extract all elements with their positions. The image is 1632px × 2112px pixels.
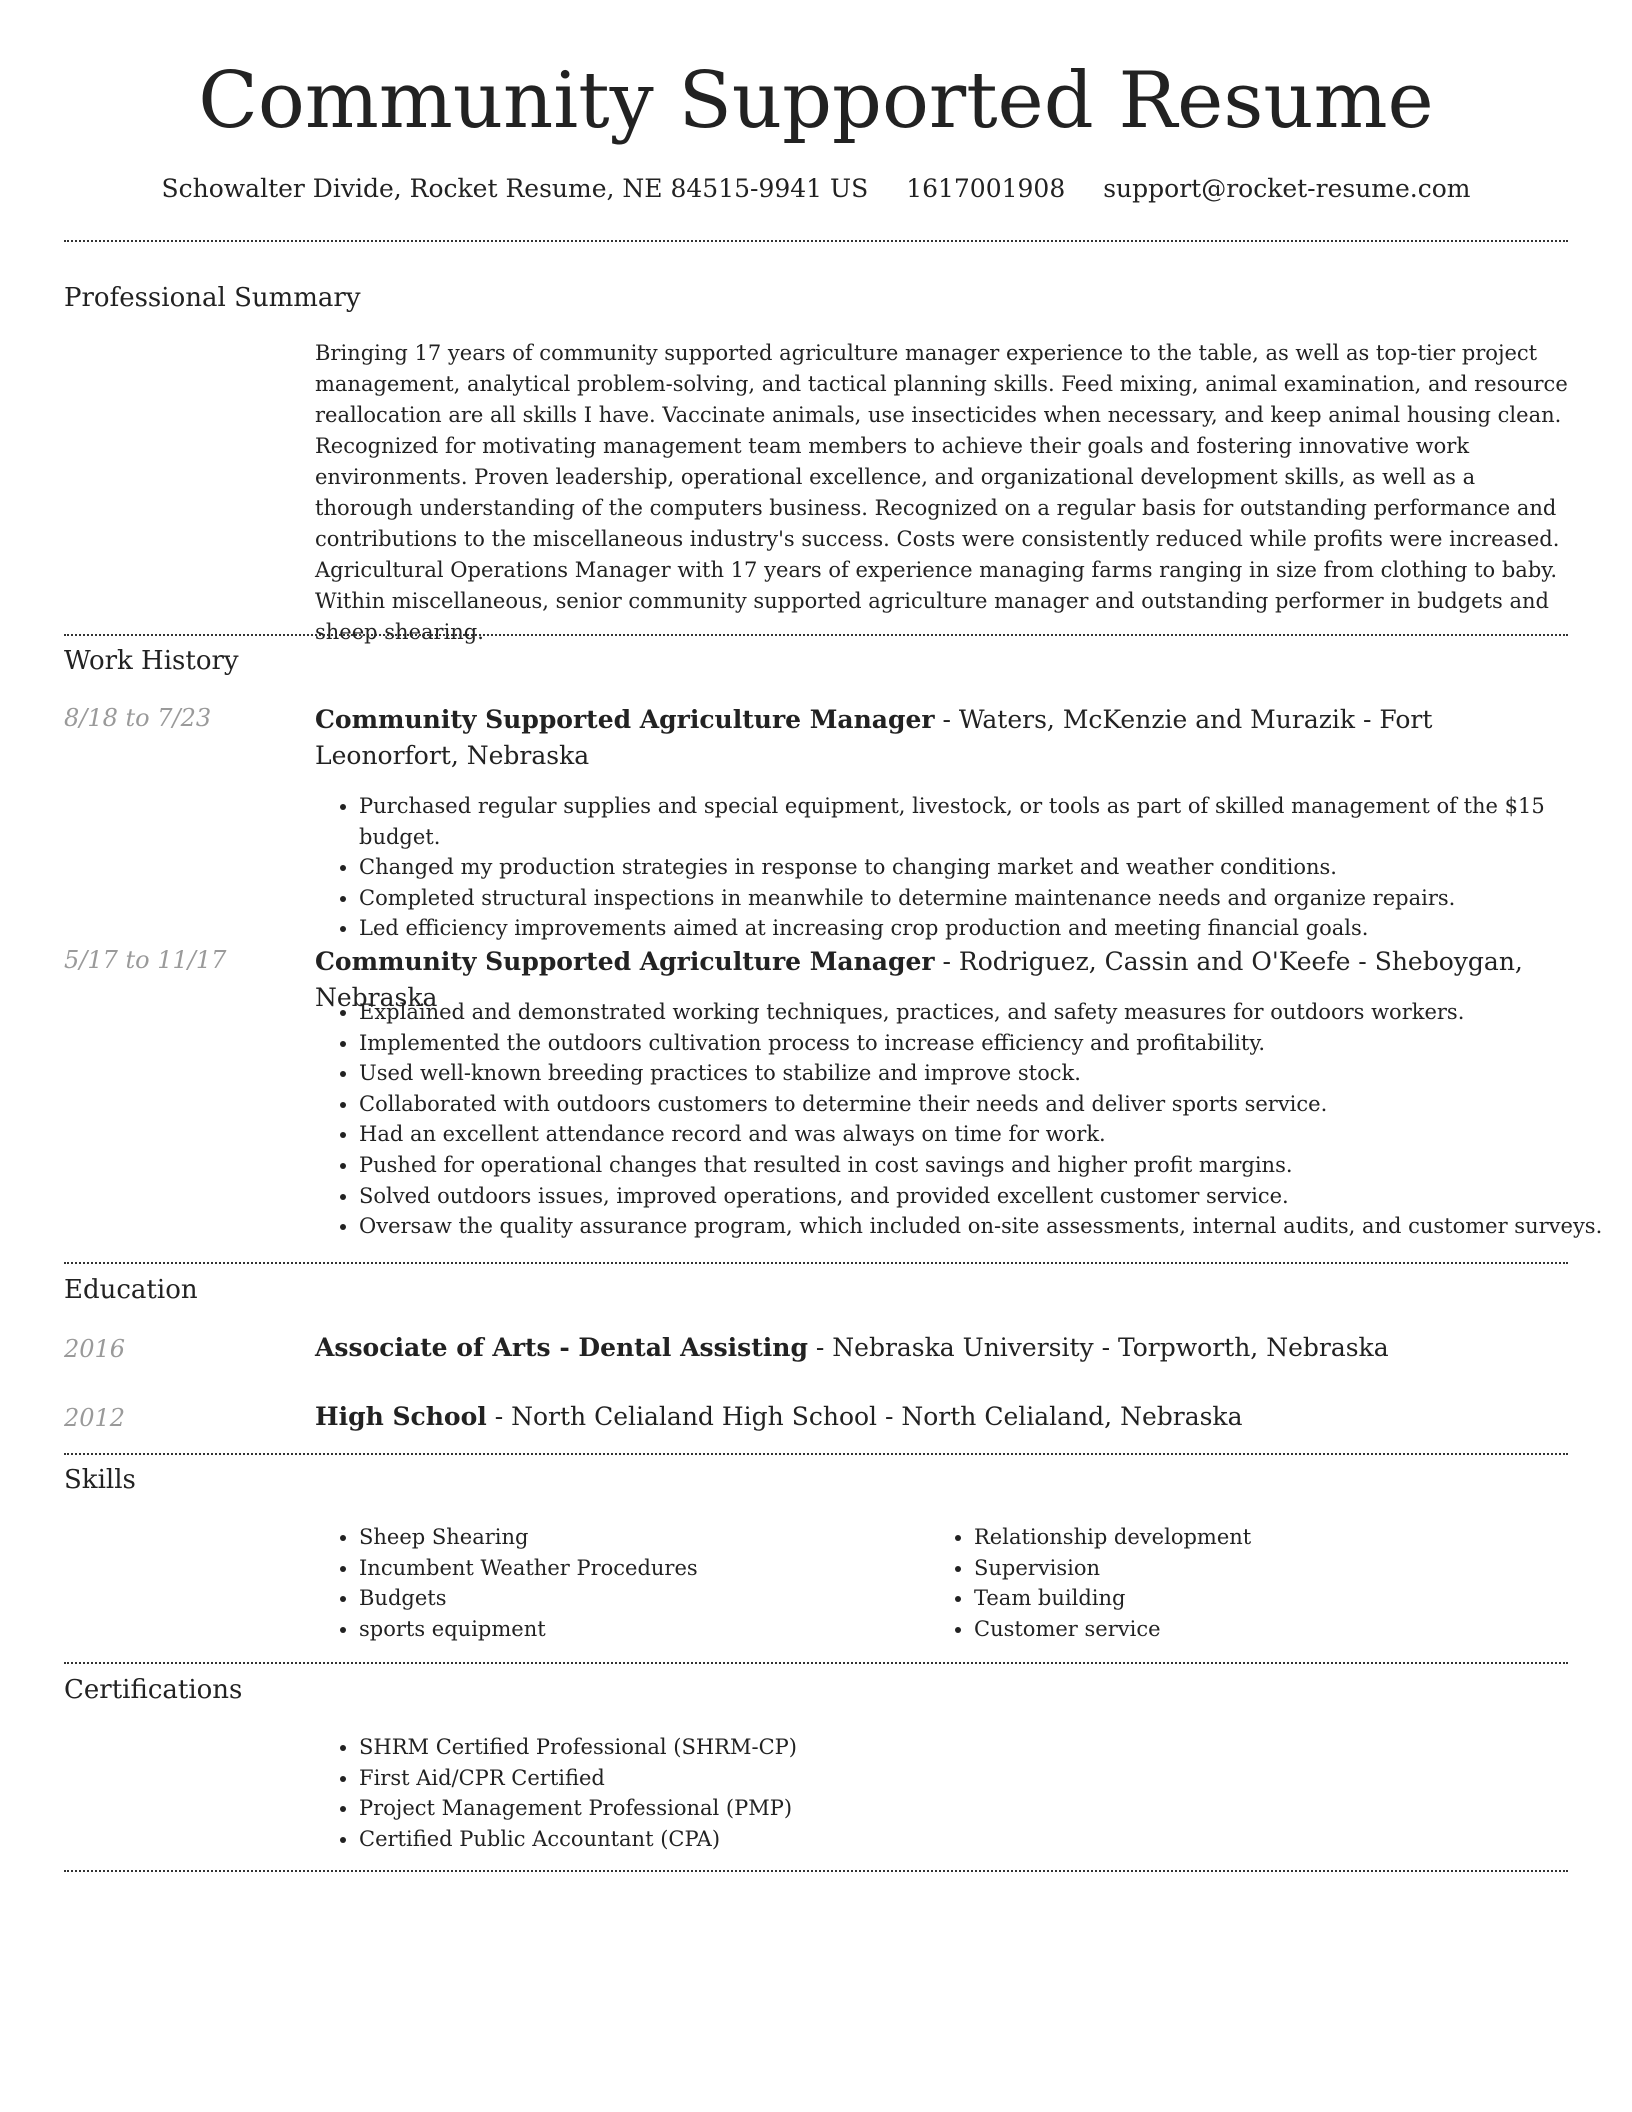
job-dates: 8/18 to 7/23 [64,704,212,732]
section-divider [64,1662,1568,1664]
section-divider [64,1870,1568,1872]
job-bullet: • Used well-known breeding practices to stabilize and improve stock. [359,1058,1614,1089]
job-bullet: • Pushed for operational changes that resulted in cost savings and higher profit margins. [359,1150,1614,1181]
education-degree: High School [315,1402,487,1431]
job-bullet: • Implemented the outdoors cultivation process to increase efficiency and profitability. [359,1028,1614,1059]
education-entry [315,1402,1570,1431]
skill-item: • Sheep Shearing [359,1522,919,1553]
resume-name: Community Supported Resume [198,56,1434,146]
section-divider [64,1262,1568,1264]
contact-address: Schowalter Divide, Rocket Resume, NE 84515-9941 US [161,174,869,203]
work-history-heading: Work History [64,646,239,676]
job-bullet: • Solved outdoors issues, improved operations, and provided excellent customer service. [359,1181,1614,1212]
job-dates: 5/17 to 11/17 [64,946,227,974]
skill-item: • Incumbent Weather Procedures [359,1553,919,1584]
section-divider [64,1453,1568,1455]
education-school: - Nebraska University - Torpworth, Nebraska [807,1333,1389,1362]
job-employer: - Waters, McKenzie and Murazik - Fort Leonorfort, Nebraska [315,705,1433,770]
certification-item: • Project Management Professional (PMP) [359,1793,1614,1824]
certification-item: • First Aid/CPR Certified [359,1763,1614,1794]
job-title [315,702,1570,774]
job-bullet: • Collaborated with outdoors customers to determine their needs and deliver sports service. [359,1089,1614,1120]
section-divider [64,634,1568,636]
skill-item: • Customer service [974,1614,1534,1645]
job-employer: - Rodriguez, Cassin and O'Keefe - Sheboygan, Nebraska [315,947,1523,1012]
contact-email: support@rocket-resume.com [1103,174,1471,203]
skill-item: • Relationship development [974,1522,1534,1553]
education-degree: Associate of Arts - Dental Assisting [315,1333,808,1362]
education-school: - North Celialand High School - North Celialand, Nebraska [486,1402,1243,1431]
certification-item: • Certified Public Accountant (CPA) [359,1824,1614,1855]
job-bullet: • Led efficiency improvements aimed at increasing crop production and meeting financial goals. [359,913,1614,944]
skill-item: • Budgets [359,1583,919,1614]
job-bullet: • Completed structural inspections in meanwhile to determine maintenance needs and organize repairs. [359,883,1614,914]
summary-text: Bringing 17 years of community supported agriculture manager experience to the table, as well as top-tier project management, analytical problem-solving, and tactical planning skills. Feed mixing, animal examination, and resource reallocation are all skills I have. Vaccinate animals, use insecticides when necessary, and keep animal housing clean. Recognized for motivating management team members to achieve their goals and fostering innovative work environments. Proven leadership, operational excellence, and organizational development skills, as well as a thorough understanding of the computers business. Recognized on a regular basis for outstanding performance and contributions to the miscellaneous industry's success. Costs were consistently reduced while profits were increased. Agricultural Operations Manager with 17 years of experience managing farms ranging in size from clothing to baby. Within miscellaneous, senior community supported agriculture manager and outstanding performer in budgets and sheep shearing. [315,341,1568,644]
certifications-heading: Certifications [64,1675,243,1705]
job-bullet: • Had an excellent attendance record and was always on time for work. [359,1119,1614,1150]
education-year: 2012 [64,1404,126,1432]
education-entry [315,1333,1570,1362]
job-bullet: • Oversaw the quality assurance program, which included on-site assessments, internal audits, and customer surveys. [359,1211,1614,1242]
skill-item: • sports equipment [359,1614,919,1645]
skills-list [930,1522,1534,1644]
job-role: Community Supported Agriculture Manager [315,947,935,976]
skill-item: • Team building [974,1583,1534,1614]
education-heading: Education [64,1275,198,1305]
job-role: Community Supported Agriculture Manager [315,705,935,734]
skill-item: • Supervision [974,1553,1534,1584]
summary-heading: Professional Summary [64,283,361,313]
certification-item: • SHRM Certified Professional (SHRM-CP) [359,1732,1614,1763]
certifications-list [315,1732,1614,1854]
job-bullets [315,791,1614,944]
section-divider [64,240,1568,242]
education-year: 2016 [64,1335,126,1363]
job-bullet: • Changed my production strategies in response to changing market and weather conditions. [359,852,1614,883]
contact-phone: 1617001908 [906,174,1066,203]
job-bullet: • Explained and demonstrated working techniques, practices, and safety measures for outdoors workers. [359,997,1614,1028]
skills-heading: Skills [64,1465,136,1495]
resume-header [0,0,1632,203]
job-bullets [315,997,1614,1242]
job-bullet: • Purchased regular supplies and special equipment, livestock, or tools as part of skilled management of the $15 budget. [359,791,1614,852]
skills-list [315,1522,919,1644]
contact-line [0,174,1632,203]
